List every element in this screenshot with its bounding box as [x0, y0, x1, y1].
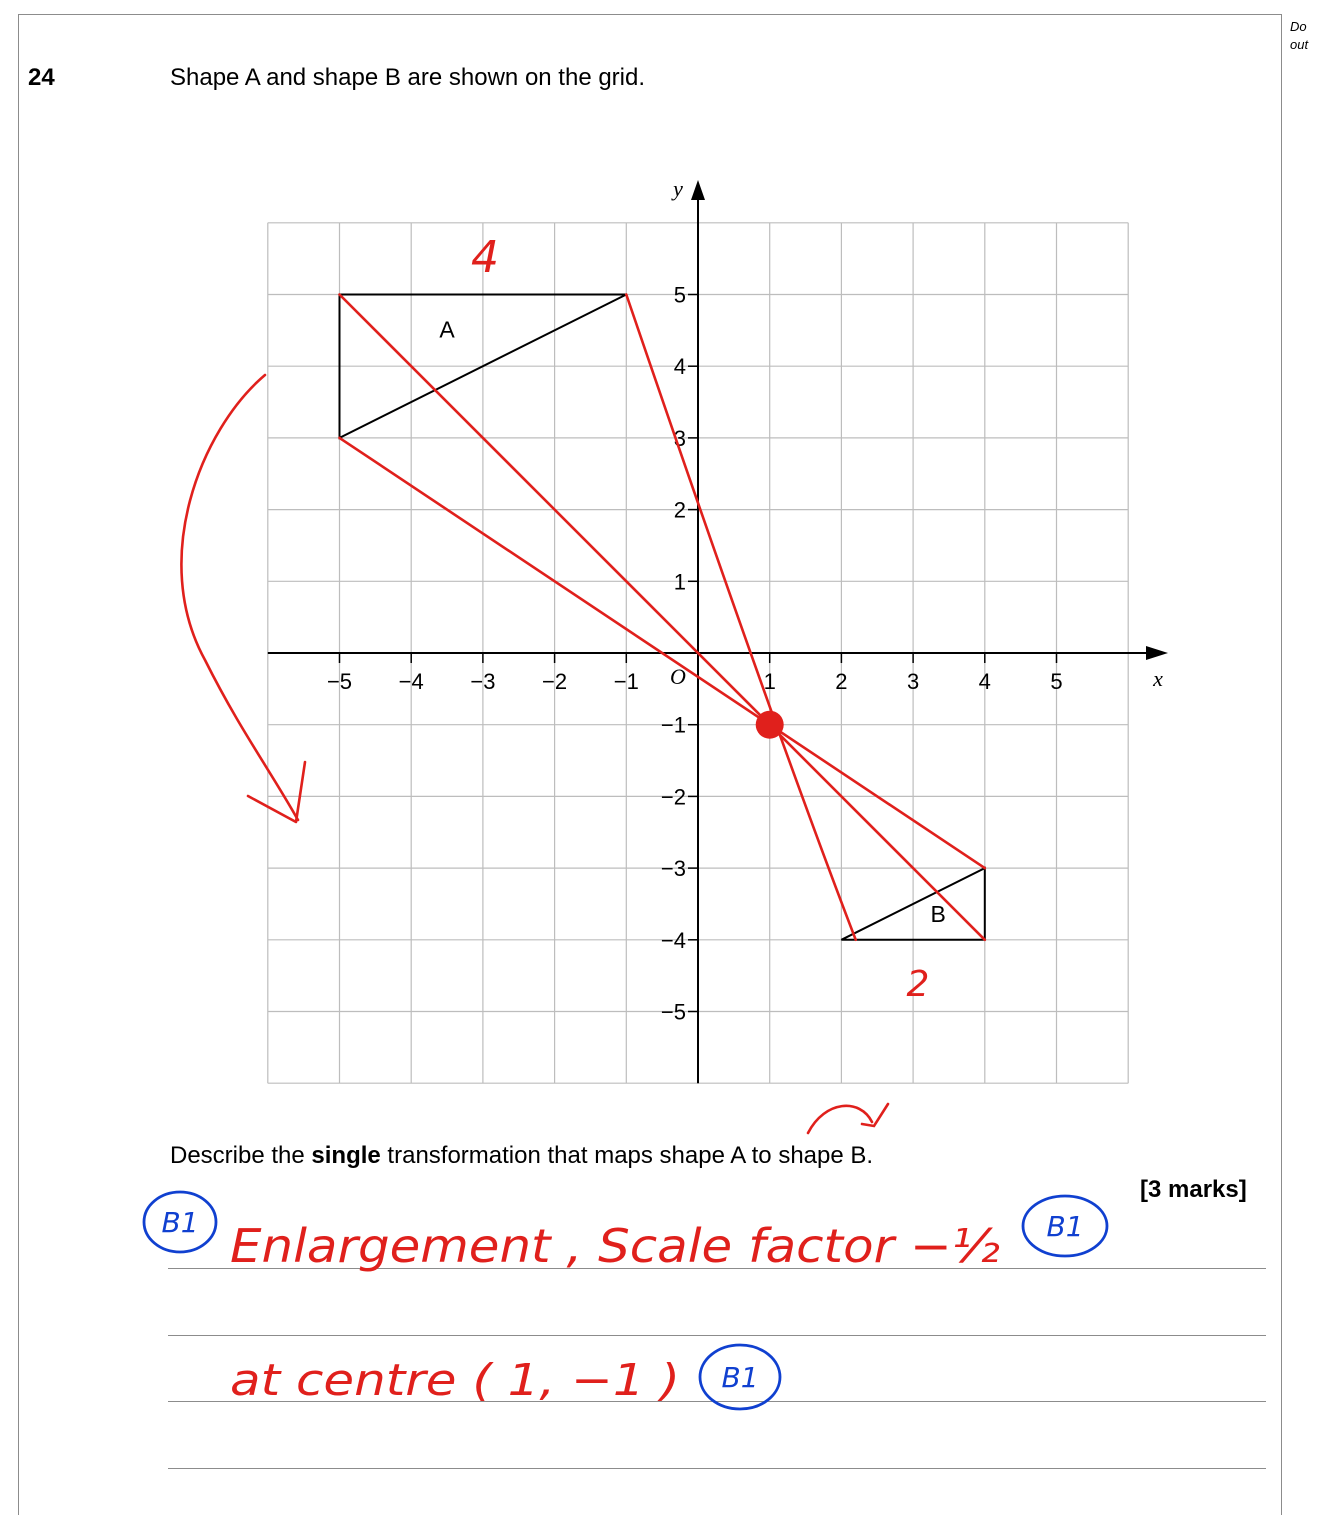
y-tick-label: 3 — [673, 425, 686, 451]
x-tick-label: 1 — [763, 669, 776, 694]
length-label-b: 2 — [906, 964, 930, 1005]
mark-b1-first-label: B1 — [161, 1206, 199, 1239]
x-tick-label: −5 — [326, 669, 353, 694]
origin-label: O — [670, 664, 686, 689]
answer-line-2-text: at centre ( 1, −1 ) — [230, 1355, 680, 1406]
length-label-a: 4 — [471, 232, 499, 283]
margin-note-line-2: out — [1290, 37, 1309, 52]
y-axis-arrow — [691, 180, 705, 200]
margin-note-line-1: Do — [1290, 19, 1307, 34]
axes — [268, 176, 1168, 1083]
x-tick-label: −2 — [542, 669, 568, 694]
x-tick-label: 4 — [978, 669, 991, 694]
y-tick-label: −4 — [660, 927, 686, 953]
y-axis-label: y — [673, 176, 683, 201]
describe-post: transformation that maps shape A to shape B. — [380, 1142, 874, 1169]
curved-arrow-small — [808, 1106, 872, 1133]
ray-top-left — [340, 295, 985, 940]
y-tick-label: 2 — [673, 497, 686, 523]
mark-b1-third-label: B1 — [721, 1361, 759, 1394]
x-tick-label: 3 — [906, 669, 920, 694]
y-tick-label: −5 — [660, 999, 686, 1025]
x-axis-arrow — [1146, 646, 1168, 660]
handwritten-annotations — [144, 232, 1107, 1409]
answer-line-1-text: Enlargement , Scale factor −½ — [230, 1219, 1001, 1273]
curved-arrow-left — [181, 375, 298, 820]
curved-arrow-left-head — [248, 762, 305, 822]
y-tick-label: 1 — [673, 569, 686, 595]
centre-of-enlargement-dot — [756, 711, 784, 739]
describe-pre: Describe the — [170, 1142, 312, 1169]
y-tick-label: −3 — [660, 856, 686, 882]
question-text: Shape A and shape B are shown on the grid. — [170, 64, 646, 91]
shape-b-label: B — [930, 900, 946, 927]
y-tick-label: 4 — [673, 354, 686, 380]
y-tick-label: −1 — [660, 712, 686, 738]
x-axis-label: x — [1153, 666, 1163, 691]
mark-b1-second-label: B1 — [1046, 1210, 1084, 1243]
marks-label: [3 marks] — [1140, 1176, 1247, 1203]
x-tick-label: 2 — [835, 669, 848, 694]
question-number: 24 — [28, 64, 55, 91]
x-tick-label: −1 — [613, 669, 639, 694]
shape-a-label: A — [439, 316, 455, 343]
x-tick-label: −4 — [398, 669, 424, 694]
y-tick-label: −2 — [660, 784, 686, 810]
x-tick-label: 5 — [1050, 669, 1063, 694]
describe-bold: single — [311, 1142, 381, 1169]
y-tick-label: 5 — [673, 282, 686, 308]
x-tick-label: −3 — [470, 669, 496, 694]
